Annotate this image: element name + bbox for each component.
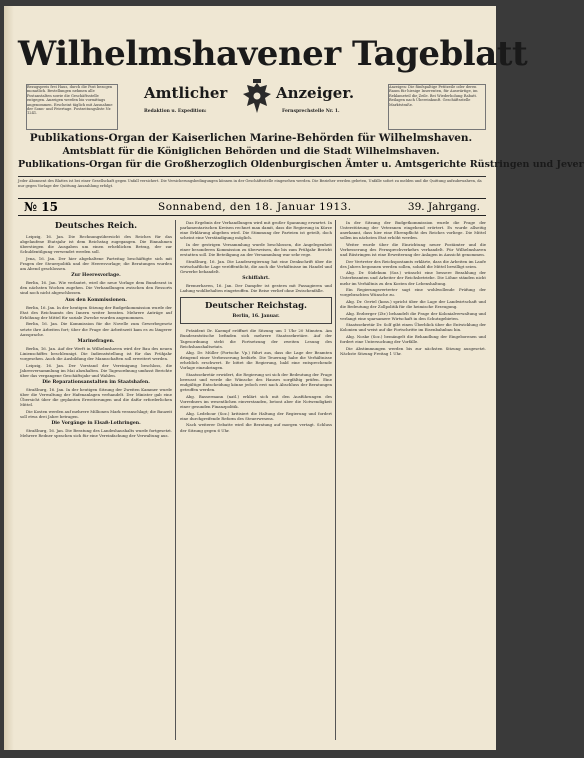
page-edge-shadow — [4, 6, 14, 750]
publication-line-1: Publikations-Organ der Kaiserlichen Marine-Behörden für Wilhelmshaven. — [29, 132, 473, 144]
subscription-info-box: Bezugspreis frei Haus, durch die Post bezogen monatlich. Bestellungen nehmen alle Postanstalten sowie die Geschäftsstelle entgegen. Anzeigen werden bis vormittags angenommen. Erscheint täglich mit Ausnahme der Sonn- und Feiertage. Postzeitungsliste Nr. 1241. — [26, 84, 118, 130]
reichstag-box: Deutscher Reichstag. Berlin, 16. Januar. — [180, 297, 332, 324]
redaktion-label: Redaktion u. Expedition: — [144, 109, 207, 114]
imperial-eagle-emblem — [240, 79, 274, 119]
publication-line-2: Amtsblatt für die Königlichen Behörden und die Stadt Wilhelmshaven. — [62, 146, 440, 157]
issue-number: № 15 — [24, 200, 58, 214]
anzeiger-label: Anzeiger. — [276, 84, 355, 102]
column-rule — [175, 220, 176, 740]
issue-bar — [18, 198, 486, 216]
subscriber-notice: Jeder Abonnent des Blattes ist bei einer Gesellschaft gegen Unfall versichert. Die Versicherungsbedingungen können in der Geschäftsstelle eingesehen werden. Die Bezieher werden gebeten, Unfälle sofort zu melden und die Quittung aufzubewahren, da nur gegen Vorlage der Quittung Auszahlung erfolgt. — [18, 176, 486, 189]
column-rule — [335, 220, 336, 740]
article-column-1: Deutsches Reich. Leipzig, 16. Jan. Die Rechnungsübersicht des Reiches für das abgelaufene Etatsjahr ist dem Reichstag zugegangen. Die Einnahmen überstiegen die Ausgaben um einen erheblichen Betrag, der zur Schuldentilgung verwendet werden soll. Jena, 16. Jan. Der hier abgehaltene Parteitag beschäftigte sich mit Fragen der Steuerpolitik und der Heeresvorlage; die Beratungen wurden am Abend geschlossen. Zur Heeresvorlage. Berlin, 16. Jan. Wie verlautet, wird die neue Vorlage dem Bundesrat in den nächsten Wochen zugehen. Die Verhandlungen zwischen den Ressorts sind noch nicht abgeschlossen. Aus den Kommissionen. Berlin, 16. Jan. In der heutigen Sitzung der Budgetkommission wurde der Etat des Reichsamts des Innern weiter beraten. Mehrere Anträge auf Erhöhung der Mittel für soziale Zwecke wurden angenommen. Berlin, 16. Jan. Die Kommission für die Novelle zum Gewerbegesetz setzte ihre Arbeiten fort; über die Frage der Arbeitszeit kam es zu längerer Aussprache. Marinefragen. Berlin, 16. Jan. Auf der Werft in Wilhelmshaven wird der Bau des neuen Linienschiffes beschleunigt. Die Indienststellung ist für das Frühjahr vorgesehen. Auch die Ausbildung der Mannschaften soll erweitert werden. Leipzig, 16. Jan. Der Vorstand der Vereinigung beschloss, die Jahresversammlung im Mai abzuhalten. Die Tagesordnung umfasst Berichte über das vergangene Geschäftsjahr und Wahlen. Die Reparationsanstalten im Staatshafen. Straßburg, 16. Jan. In der heutigen Sitzung der Zweiten Kammer wurde über die Verwaltung der Hafenanlagen verhandelt. Der Minister gab eine Übersicht über die geplanten Erweiterungen und die dafür erforderlichen Mittel. Die Kosten werden auf mehrere Millionen Mark veranschlagt; die Bauzeit soll etwa drei Jahre betragen. Die Vorgänge in Elsaß-Lothringen. Straßburg, 16. Jan. Die Beratung des Landeshaushalts wurde fortgesetzt. Mehrere Redner sprachen sich für eine Vereinfachung der Verwaltung aus. — [20, 221, 173, 439]
section-heading: Deutscher Reichstag. — [204, 301, 308, 312]
fernsprech-label: Fernsprechstelle Nr. 1. — [282, 109, 340, 114]
issue-date: Sonnabend, den 18. Januar 1913. — [158, 201, 352, 213]
amtlicher-label: Amtlicher — [144, 84, 228, 102]
issue-volume: 39. Jahrgang. — [407, 201, 480, 213]
article-column-2: Das Ergebnis der Verhandlungen wird mit großer Spannung erwartet. In parlamentarischen Kreisen rechnet man damit, dass die Regierung in Kürze eine Erklärung abgeben wird. Die Stimmung der Parteien ist geteilt, doch scheint eine Verständigung möglich. In der gestrigen Versammlung wurde beschlossen, die Angelegenheit einer besonderen Kommission zu überweisen, die bis zum Frühjahr Bericht erstatten soll. Die Beteiligung an der Versammlung war sehr rege. Straßburg, 16. Jan. Die Landesregierung hat eine Denkschrift über die wirtschaftliche Lage veröffentlicht, die auch die Verhältnisse im Handel und Gewerbe behandelt. Schiffahrt. Bremerhaven, 16. Jan. Der Dampfer ist gestern mit Passagieren und Ladung wohlbehalten eingetroffen. Die Reise verlief ohne Zwischenfälle. Deutscher Reichstag. Berlin, 16. Januar. Präsident Dr. Kaempf eröffnet die Sitzung um 1 Uhr 20 Minuten. Am Bundesratstische befinden sich mehrere Staatssekretäre. Auf der Tagesordnung steht die Fortsetzung der zweiten Lesung des Reichshaushaltsetats. Abg. Dr. Müller (Fortschr. Vp.) führt aus, dass die Lage der Beamten dringend einer Verbesserung bedürfe. Die Teuerung habe die Verhältnisse erheblich erschwert. Er bittet die Regierung, bald eine entsprechende Vorlage einzubringen. Staatssekretär erwidert, die Regierung sei sich der Bedeutung der Frage bewusst und werde die Wünsche des Hauses sorgfältig prüfen. Eine endgültige Entscheidung könne jedoch erst nach Abschluss der Beratungen getroffen werden. Abg. Bassermann (natl.) erklärt sich mit den Ausführungen des Vorredners im wesentlichen einverstanden, betont aber die Notwendigkeit einer gesunden Finanzpolitik. Abg. Ledebour (Soz.) kritisiert die Haltung der Regierung und fordert eine durchgreifende Reform des Steuerwesens. Nach weiterer Debatte wird die Beratung auf morgen vertagt. Schluss der Sitzung gegen 6 Uhr. — [180, 220, 332, 433]
advertising-rates-box: Anzeigen: Die fünfspaltige Petitzeile oder deren Raum für hiesige Inserenten, für Auswärtige, im Reklameteil die Zeile. Bei Wiederholung Rabatt. Beilagen nach Übereinkunft. Geschäftsstelle Marktstraße. — [388, 84, 486, 130]
masthead-title: Wilhelmshavener Tageblatt — [18, 34, 528, 74]
newspaper-page — [4, 6, 584, 750]
article-column-3: In der Sitzung der Budgetkommission wurde die Frage der Unterstützung der Veteranen eingehend erörtert. Es wurde allseitig anerkannt, dass hier eine Ehrenpflicht des Reiches vorliege. Die Mittel sollen im nächsten Etat erhöht werden. Weiter wurde über die Einrichtung neuer Postämter und die Verbesserung des Fernsprechverkehrs verhandelt. Für Wilhelmshaven und Rüstringen ist eine Erweiterung der Anlagen in Aussicht genommen. Der Vertreter des Reichspostamts erklärte, dass die Arbeiten im Laufe des Jahres begonnen werden sollen, sobald die Mittel bewilligt seien. Abg. Dr. Südekum (Soz.) wünscht eine bessere Bezahlung der Unterbeamten und Arbeiter der Reichsbetriebe. Die Löhne ständen nicht mehr im Verhältnis zu den Kosten der Lebenshaltung. Ein Regierungsvertreter sagt eine wohlwollende Prüfung der vorgebrachten Wünsche zu. Abg. Dr. Oertel (kons.) spricht über die Lage der Landwirtschaft und die Bedeutung der Zollpolitik für die heimische Erzeugung. Abg. Erzberger (Ztr.) behandelt die Frage der Kolonialverwaltung und verlangt eine sparsamere Wirtschaft in den Schutzgebieten. Staatssekretär Dr. Solf gibt einen Überblick über die Entwicklung der Kolonien und weist auf die Fortschritte im Eisenbahnbau hin. Abg. Noske (Soz.) bemängelt die Behandlung der Eingeborenen und fordert eine Untersuchung der Vorfälle. Die Abstimmungen werden bis zur nächsten Sitzung ausgesetzt. Nächste Sitzung Freitag 1 Uhr. — [340, 220, 486, 356]
publication-line-3: Publikations-Organ für die Großherzoglich Oldenburgischen Ämter u. Amtsgerichte Rüstringen und Jever — [18, 159, 584, 170]
section-heading: Deutsches Reich. — [54, 221, 138, 231]
